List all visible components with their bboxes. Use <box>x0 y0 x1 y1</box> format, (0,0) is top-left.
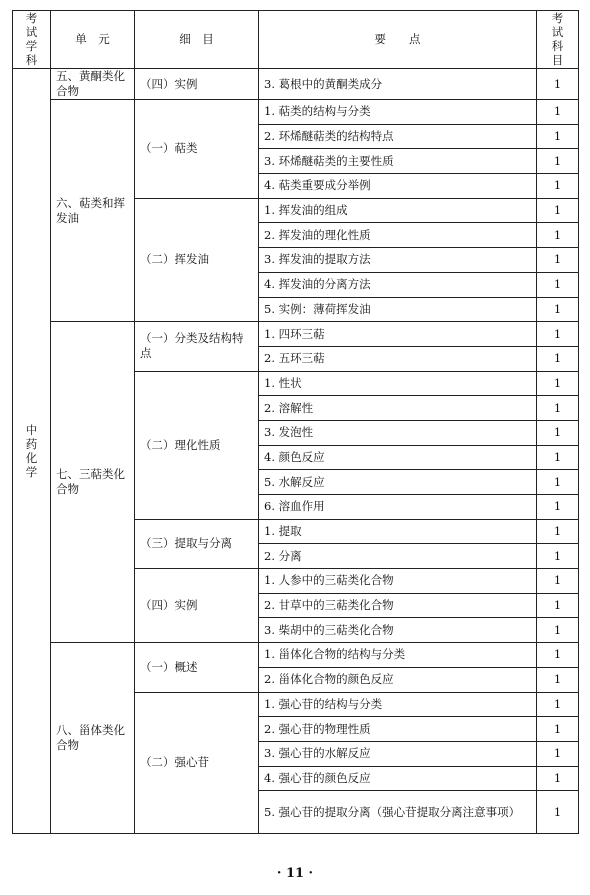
unit-cell: 六、萜类和挥发油 <box>51 100 135 322</box>
detail-cell: （一）分类及结构特点 <box>135 322 259 371</box>
detail-cell: （一）概述 <box>135 643 259 692</box>
point-cell: 2. 溶解性 <box>259 396 537 421</box>
category-cell: 1 <box>537 149 579 174</box>
point-cell: 4. 强心苷的颜色反应 <box>259 766 537 791</box>
header-subject: 考试学科 <box>13 11 51 69</box>
detail-cell: （二）理化性质 <box>135 371 259 519</box>
point-cell: 3. 挥发油的提取方法 <box>259 248 537 273</box>
point-cell: 3. 强心苷的水解反应 <box>259 741 537 766</box>
unit-cell: 八、甾体类化合物 <box>51 643 135 834</box>
category-cell: 1 <box>537 519 579 544</box>
table-row <box>13 322 579 347</box>
category-cell: 1 <box>537 248 579 273</box>
point-cell: 3. 发泡性 <box>259 420 537 445</box>
syllabus-table <box>12 10 579 834</box>
table-row <box>13 69 579 100</box>
detail-cell: （一）萜类 <box>135 100 259 199</box>
category-cell: 1 <box>537 198 579 223</box>
detail-cell: （四）实例 <box>135 569 259 643</box>
category-cell: 1 <box>537 643 579 668</box>
header-row <box>13 11 579 69</box>
point-cell: 1. 甾体化合物的结构与分类 <box>259 643 537 668</box>
category-cell: 1 <box>537 396 579 421</box>
category-cell: 1 <box>537 544 579 569</box>
detail-cell: （四）实例 <box>135 69 259 100</box>
point-cell: 2. 分离 <box>259 544 537 569</box>
point-cell: 2. 甾体化合物的颜色反应 <box>259 667 537 692</box>
category-cell: 1 <box>537 692 579 717</box>
category-cell: 1 <box>537 420 579 445</box>
subject-cell: 中药化学 <box>13 69 51 834</box>
point-cell: 6. 溶血作用 <box>259 495 537 520</box>
point-cell: 3. 柴胡中的三萜类化合物 <box>259 618 537 643</box>
point-cell: 1. 强心苷的结构与分类 <box>259 692 537 717</box>
point-cell: 1. 四环三萜 <box>259 322 537 347</box>
unit-cell: 七、三萜类化合物 <box>51 322 135 643</box>
category-cell: 1 <box>537 346 579 371</box>
detail-cell: （三）提取与分离 <box>135 519 259 568</box>
category-cell: 1 <box>537 791 579 834</box>
header-category: 考试科目 <box>537 11 579 69</box>
category-cell: 1 <box>537 470 579 495</box>
category-cell: 1 <box>537 371 579 396</box>
point-cell: 1. 挥发油的组成 <box>259 198 537 223</box>
point-cell: 3. 环烯醚萜类的主要性质 <box>259 149 537 174</box>
category-cell: 1 <box>537 100 579 125</box>
detail-cell: （二）挥发油 <box>135 198 259 321</box>
category-cell: 1 <box>537 618 579 643</box>
category-cell: 1 <box>537 69 579 100</box>
point-cell: 4. 挥发油的分离方法 <box>259 272 537 297</box>
category-cell: 1 <box>537 445 579 470</box>
detail-cell: （二）强心苷 <box>135 692 259 834</box>
point-cell: 2. 五环三萜 <box>259 346 537 371</box>
header-detail: 细 目 <box>135 11 259 69</box>
category-cell: 1 <box>537 322 579 347</box>
point-cell: 1. 提取 <box>259 519 537 544</box>
category-cell: 1 <box>537 569 579 594</box>
category-cell: 1 <box>537 272 579 297</box>
point-cell: 2. 强心苷的物理性质 <box>259 717 537 742</box>
point-cell: 1. 萜类的结构与分类 <box>259 100 537 125</box>
point-cell: 5. 水解反应 <box>259 470 537 495</box>
category-cell: 1 <box>537 223 579 248</box>
page-number: · 11 · <box>276 866 314 881</box>
header-unit: 单 元 <box>51 11 135 69</box>
category-cell: 1 <box>537 766 579 791</box>
category-cell: 1 <box>537 495 579 520</box>
point-cell: 4. 颜色反应 <box>259 445 537 470</box>
category-cell: 1 <box>537 124 579 149</box>
category-cell: 1 <box>537 174 579 199</box>
point-cell: 4. 萜类重要成分举例 <box>259 174 537 199</box>
point-cell: 2. 甘草中的三萜类化合物 <box>259 593 537 618</box>
category-cell: 1 <box>537 593 579 618</box>
point-cell: 2. 挥发油的理化性质 <box>259 223 537 248</box>
category-cell: 1 <box>537 717 579 742</box>
point-cell: 1. 性状 <box>259 371 537 396</box>
point-cell: 2. 环烯醚萜类的结构特点 <box>259 124 537 149</box>
point-cell: 5. 实例：薄荷挥发油 <box>259 297 537 322</box>
category-cell: 1 <box>537 741 579 766</box>
point-cell: 5. 强心苷的提取分离（强心苷提取分离注意事项） <box>259 791 537 834</box>
table-row <box>13 100 579 125</box>
category-cell: 1 <box>537 667 579 692</box>
category-cell: 1 <box>537 297 579 322</box>
header-points: 要 点 <box>259 11 537 69</box>
point-cell: 3. 葛根中的黄酮类成分 <box>259 69 537 100</box>
table-row <box>13 643 579 668</box>
unit-cell: 五、黄酮类化合物 <box>51 69 135 100</box>
point-cell: 1. 人参中的三萜类化合物 <box>259 569 537 594</box>
